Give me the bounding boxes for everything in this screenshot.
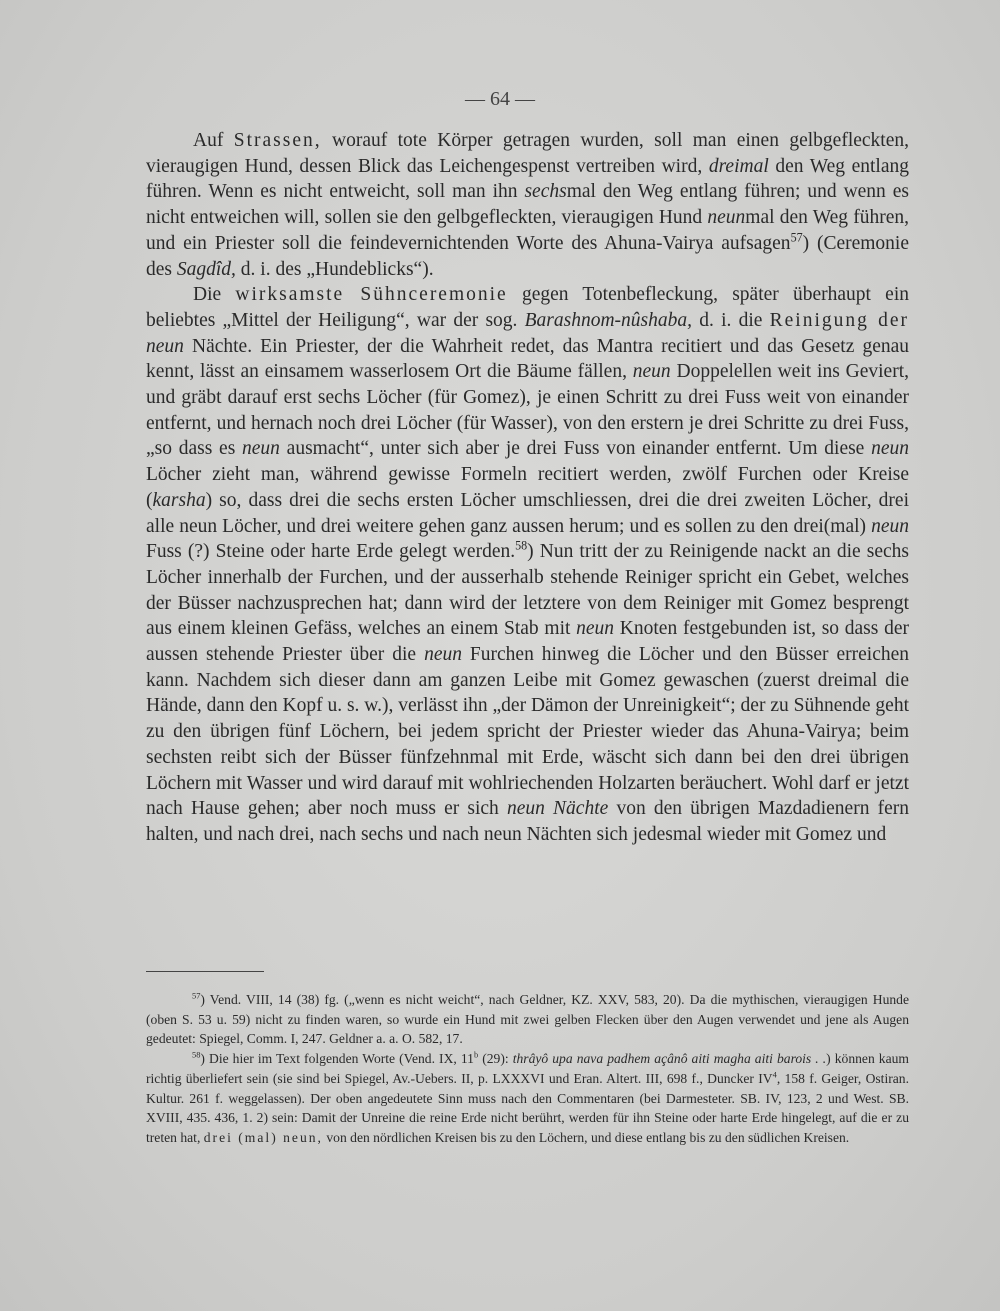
superscript: b [473, 1049, 479, 1060]
superscript: 57 [192, 990, 201, 1001]
text-run: ) so, dass drei die sechs ersten Löcher umschliessen, drei die drei zweiten Löcher, drei alle neun Löcher, und drei weitere gehen ganz aussen herum; und es sollen zu den drei(mal) [146, 489, 909, 537]
italic-run: neun [576, 618, 615, 640]
paragraph [146, 282, 909, 847]
text-run: Fuss (?) Steine oder harte Erde gelegt werden. [146, 541, 516, 563]
text-run: von den nördlichen Kreisen bis zu den Löchern, und diese entlang bis zu den südlichen Kreisen. [322, 1129, 850, 1145]
text-run: worauf tote Körper getragen wurden, soll man einen gelbgefleckten, vieraugigen Hund, dessen Blick das Leichengespenst vertreiben wird, [146, 130, 910, 177]
italic-run: Barashnom-nûshaba, [524, 309, 693, 331]
paragraph [146, 128, 909, 282]
italic-run: karsha [152, 489, 206, 511]
text-run: gegen Totenbefleckung, später überhaupt ein beliebtes „Mittel der Heiligung“, war der sog. [146, 284, 909, 331]
text-run: ) (Ceremonie des [146, 232, 909, 280]
page-number: — 64 — [465, 88, 535, 110]
text-run: ) Nun tritt der zu Reinigende nackt an die sechs Löcher innerhalb der Furchen, und der ausserhalb stehende Reiniger spricht ein Gebet, welches der Büsser nachzusprechen hat; dann wird der letztere von dem Reiniger mit Gomez besprengt aus einem kleinen Gefäss, welches an einem Stab mit [146, 541, 909, 640]
text-run: d. i. die [692, 309, 770, 331]
text-run: Löcher zieht man, während gewisse Formeln recitiert werden, zwölf Furchen oder Kreise ( [146, 464, 909, 511]
text-run: d. i. des „Hundeblicks“). [235, 258, 434, 280]
text-run: Die [193, 284, 236, 306]
text-run: ) können kaum richtig überliefert sein (sie sind bei Spiegel, Av.-Uebers. II, p. LXXXVI und Eran. Altert. III, 698 f., Duncker IV [146, 1051, 909, 1086]
italic-run: neun [632, 361, 671, 383]
italic-run: neun [871, 515, 909, 537]
italic-run: dreimal [708, 155, 769, 177]
italic-run: neun [707, 207, 746, 229]
spaced-run: Strassen, [233, 130, 322, 151]
spaced-run: Reinigung der [769, 309, 909, 331]
footnote-divider [146, 971, 264, 972]
italic-run: Sagdîd, [176, 258, 236, 280]
superscript: 58 [515, 538, 528, 553]
italic-run: neun [242, 438, 280, 460]
text-run: mal den Weg führen, und ein Priester soll die feindevernichtenden Worte des Ahuna-Vairya aufsagen [146, 207, 909, 254]
text-run: (29): [478, 1051, 513, 1067]
text-run: , 158 f. Geiger, Ostiran. Kultur. 261 f. weggelassen). Der oben angedeutete Sinn muss nach den Commentaren (bei Darmesteter. SB. IV, 123, 2 und West. SB. XVIII, 435. 436, 1. 2) sein: Damit der Unreine die reine Erde nicht berührt, werden für ihn Steine oder harte Erde hingelegt, auf die er zu treten hat, [146, 1070, 909, 1145]
superscript: 4 [772, 1069, 777, 1080]
footnote-58 [146, 1049, 909, 1148]
text-run: Furchen hinweg die Löcher und den Büsser erreichen kann. Nachdem sich dieser dann am ganzen Leibe mit Gomez gewaschen (zuerst dreimal die Hände, dann den Kopf u. s. w.), verlässt ihn „der Dämon der Unreinigkeit“; der zu Sühnende geht zu den übrigen fünf Löchern, bei jedem spricht der Priester wieder das Ahuna-Vairya; beim sechsten reibt sich der Büsser fünfzehnmal mit Erde, wäscht sich dann bei den drei übrigen Löchern mit Wasser und wird darauf mit wohlriechenden Holzarten beräuchert. Wohl darf er jetzt nach Hause gehen; aber noch muss er sich [146, 644, 910, 820]
text-run: Knoten festgebunden ist, so dass der aussen stehende Priester über die [146, 618, 909, 666]
text-run: den Weg entlang führen. Wenn es nicht entweicht, soll man ihn [146, 155, 909, 203]
text-run: ausmacht“, unter sich aber je drei Fuss von einander entfernt. Um diese [279, 438, 872, 460]
italic-run: neun [146, 335, 184, 357]
text-run: Nächte. Ein Priester, der die Wahrheit redet, das Mantra recitiert und das Gesetz genau kennt, lässt an einsamem wasserlosem Ort die Bäume fällen, [146, 335, 909, 383]
text-run: von den übrigen Mazdadienern fern halten, und nach drei, nach sechs und nach neun Nächten sich jedesmal wieder mit Gomez und [146, 798, 910, 845]
text-run: ) Vend. VIII, 14 (38) fg. („wenn es nicht weicht“, nach Geldner, KZ. XXV, 583, 20). Da die mythischen, vieraugigen Hunde (oben S. 53 u. 59) nicht zu finden waren, so wurde ein Hund mit zwei gelben Flecken über den Augen verwendet und jene als Augen gedeutet: Spiegel, Comm. I, 247. Geldner a. a. O. 582, 17. [146, 992, 909, 1047]
superscript: 57 [790, 230, 803, 245]
italic-run: neun Nächte [506, 798, 609, 820]
superscript: 58 [192, 1049, 201, 1060]
footnote-57 [146, 990, 909, 1049]
spaced-run: wirksamste Sühnceremonie [235, 284, 508, 306]
text-run: Auf [193, 130, 234, 151]
text-run: ) Die hier im Text folgenden Worte (Vend. IX, 11 [200, 1051, 474, 1067]
italic-run: sechs [524, 181, 567, 203]
text-run: mal den Weg entlang führen; und wenn es nicht entweichen will, sollen sie den gelbgefleckten, vieraugigen Hund [146, 181, 909, 229]
text-run: Doppelellen weit ins Geviert, und gräbt darauf erst sechs Löcher (für Gomez), je einen Schritt zu drei Fuss weit von einander entfernt, und hernach noch drei Löcher (für Wasser), von den erstern je drei Schritte zu drei Fuss, „so dass es [146, 361, 909, 460]
italic-run: neun [424, 644, 462, 666]
main-text [146, 128, 909, 848]
italic-run: neun [871, 438, 909, 460]
italic-run: thrâyô upa nava padhem açânô aiti magha aiti barois . . [512, 1051, 827, 1067]
footnotes [146, 990, 909, 1148]
spaced-run: drei (mal) neun, [203, 1129, 323, 1145]
